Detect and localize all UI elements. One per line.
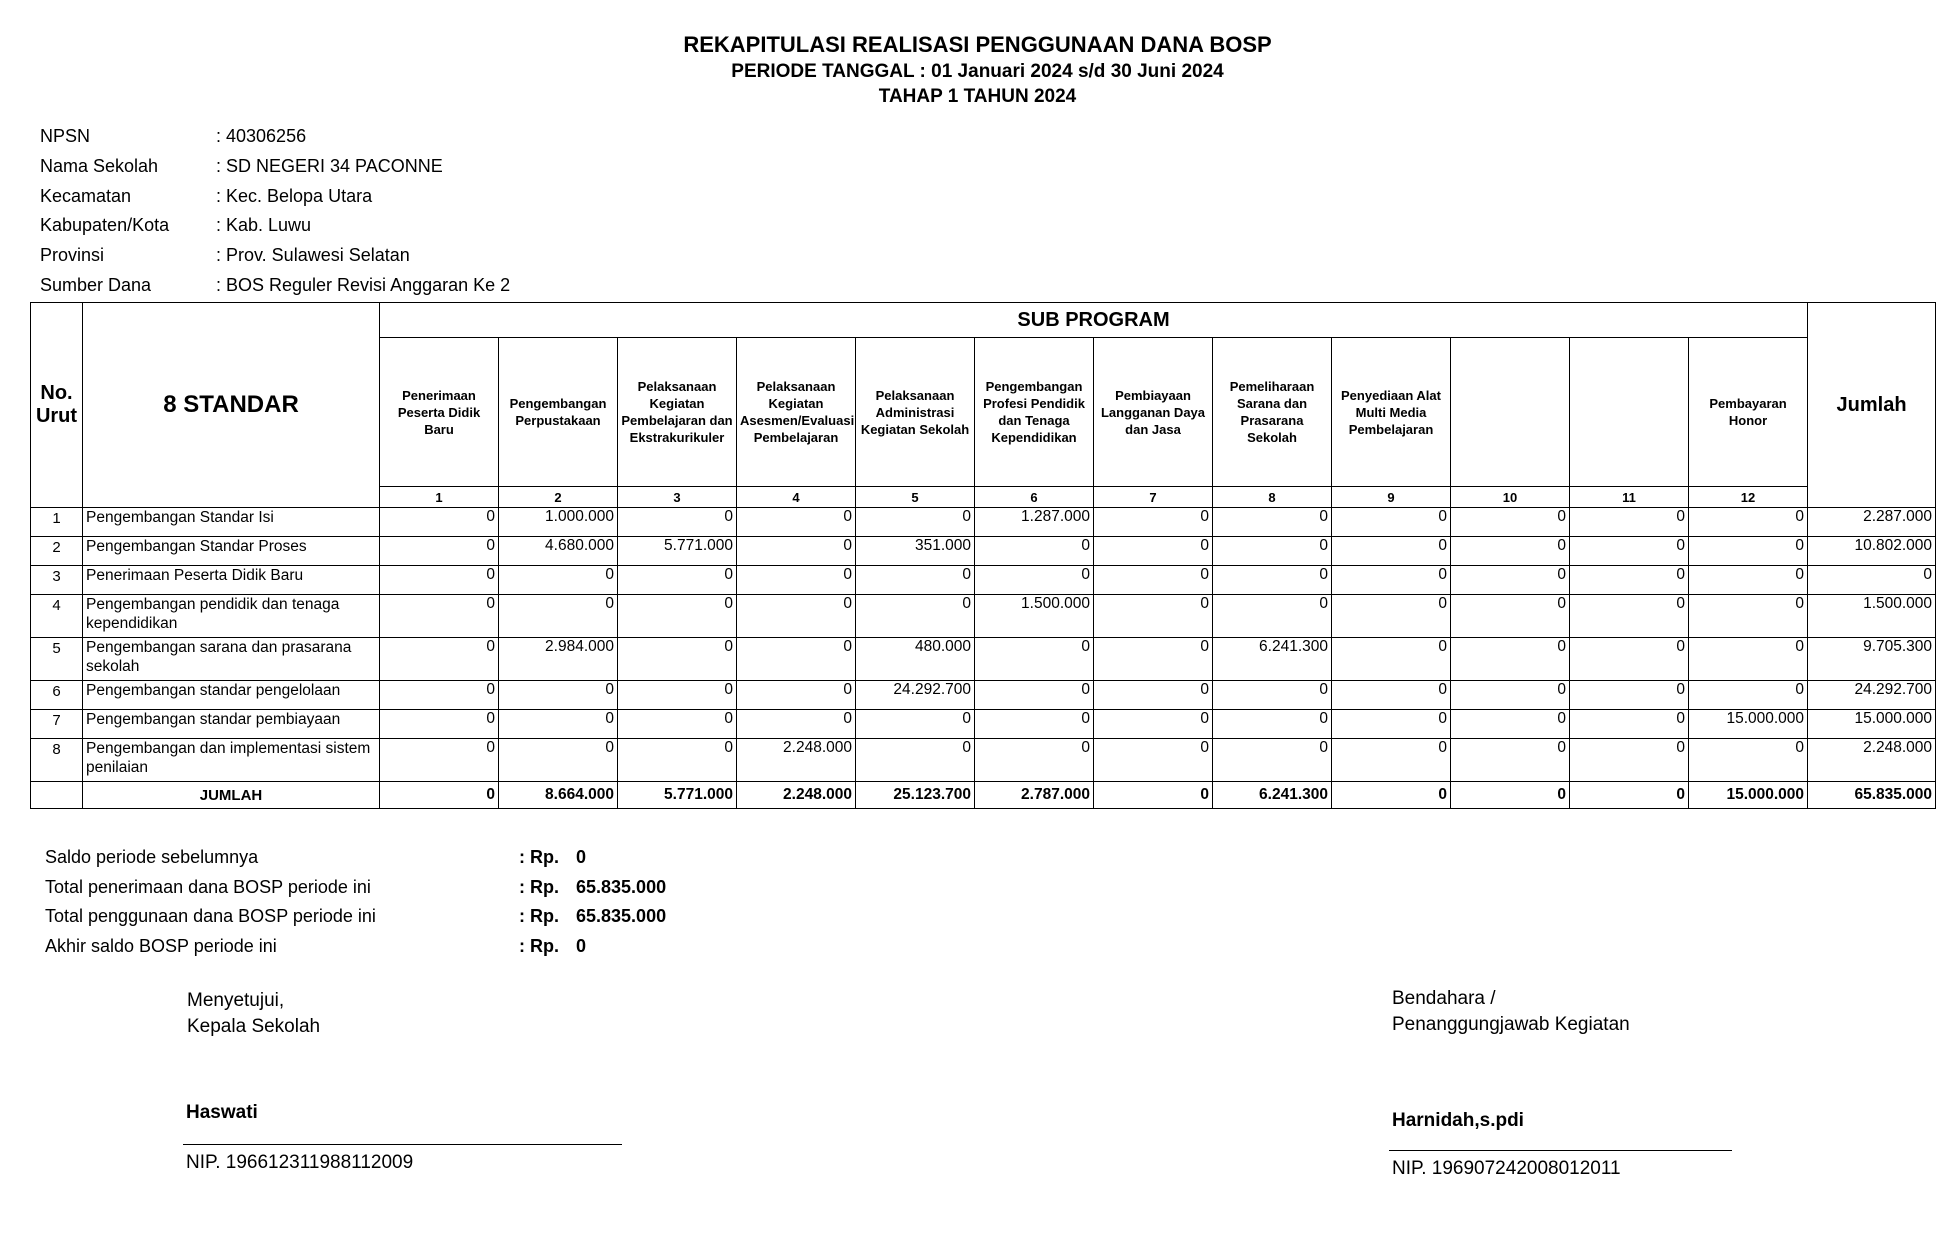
amount-cell: 0: [1094, 710, 1213, 739]
row-total: 9.705.300: [1808, 638, 1936, 681]
amount-cell: 0: [856, 508, 975, 537]
total-amount-cell: 0: [1451, 782, 1570, 809]
total-row: [31, 782, 1936, 809]
column-header: Pengembangan Profesi Pendidik dan Tenaga Kependidikan: [975, 338, 1094, 487]
amount-cell: 0: [1570, 739, 1689, 782]
amount-cell: 2.984.000: [499, 638, 618, 681]
info-npsn: NPSN : 40306256: [40, 126, 307, 147]
right-sign-line1: Bendahara /: [1392, 988, 1496, 1009]
column-header: Pembayaran Honor: [1689, 338, 1808, 487]
amount-cell: 0: [1451, 595, 1570, 638]
column-header: Pelaksanaan Kegiatan Asesmen/Evaluasi Pembelajaran: [737, 338, 856, 487]
amount-cell: 0: [1689, 508, 1808, 537]
total-amount-cell: 8.664.000: [499, 782, 618, 809]
header-no-urut: No. Urut: [31, 303, 83, 508]
amount-cell: 0: [380, 681, 499, 710]
info-regency: Kabupaten/Kota : Kab. Luwu: [40, 215, 312, 236]
amount-cell: 0: [618, 681, 737, 710]
amount-cell: 0: [618, 566, 737, 595]
info-school-name: Nama Sekolah : SD NEGERI 34 PACONNE: [40, 156, 443, 177]
amount-cell: 0: [1094, 739, 1213, 782]
amount-cell: 0: [1689, 566, 1808, 595]
total-label: JUMLAH: [83, 782, 380, 809]
amount-cell: 0: [1094, 566, 1213, 595]
right-signature-line: [1389, 1150, 1732, 1151]
table-row: [31, 638, 1936, 681]
amount-cell: 0: [1213, 681, 1332, 710]
summary-row: Total penerimaan dana BOSP periode ini : Rp. 65.835.000: [45, 876, 667, 897]
standard-name: Pengembangan dan implementasi sistem penilaian: [83, 739, 380, 782]
amount-cell: 0: [975, 681, 1094, 710]
amount-cell: 0: [975, 566, 1094, 595]
amount-cell: 5.771.000: [618, 537, 737, 566]
column-header: Pelaksanaan Kegiatan Pembelajaran dan Ekstrakurikuler: [618, 338, 737, 487]
standard-name: Pengembangan Standar Proses: [83, 537, 380, 566]
amount-cell: 0: [1332, 566, 1451, 595]
amount-cell: 0: [737, 508, 856, 537]
header-jumlah: Jumlah: [1808, 303, 1936, 508]
amount-cell: 1.287.000: [975, 508, 1094, 537]
table-row: [31, 710, 1936, 739]
amount-cell: 0: [737, 681, 856, 710]
column-number: 4: [737, 487, 856, 508]
amount-cell: 0: [1094, 681, 1213, 710]
amount-cell: 0: [1332, 739, 1451, 782]
amount-cell: 0: [856, 595, 975, 638]
amount-cell: 0: [1451, 508, 1570, 537]
amount-cell: 0: [1213, 566, 1332, 595]
amount-cell: 0: [1570, 566, 1689, 595]
amount-cell: 0: [1689, 537, 1808, 566]
right-sign-line2: Penanggungjawab Kegiatan: [1392, 1014, 1630, 1035]
amount-cell: 0: [380, 508, 499, 537]
column-number: 3: [618, 487, 737, 508]
report-stage: TAHAP 1 TAHUN 2024: [878, 86, 1077, 107]
amount-cell: 0: [975, 638, 1094, 681]
treasurer-nip: NIP. 196907242008012011: [1392, 1158, 1621, 1179]
standard-name: Pengembangan standar pengelolaan: [83, 681, 380, 710]
amount-cell: 0: [1451, 681, 1570, 710]
amount-cell: 0: [380, 537, 499, 566]
table-row: [31, 739, 1936, 782]
amount-cell: 0: [499, 566, 618, 595]
amount-cell: 0: [380, 739, 499, 782]
column-number: 12: [1689, 487, 1808, 508]
table-row: [31, 595, 1936, 638]
balance-summary: [45, 843, 666, 961]
amount-cell: 0: [1689, 681, 1808, 710]
column-number: 9: [1332, 487, 1451, 508]
row-number: 3: [31, 566, 83, 595]
row-total: 15.000.000: [1808, 710, 1936, 739]
headmaster-name: Haswati: [186, 1102, 258, 1123]
amount-cell: 0: [975, 710, 1094, 739]
row-number: 8: [31, 739, 83, 782]
info-fund-source: Sumber Dana : BOS Reguler Revisi Anggaran Ke 2: [40, 274, 511, 295]
standard-name: Penerimaan Peserta Didik Baru: [83, 566, 380, 595]
total-amount-cell: 6.241.300: [1213, 782, 1332, 809]
standard-name: Pengembangan pendidik dan tenaga kependidikan: [83, 595, 380, 638]
amount-cell: 0: [1332, 710, 1451, 739]
standard-name: Pengembangan sarana dan prasarana sekolah: [83, 638, 380, 681]
amount-cell: 0: [1451, 710, 1570, 739]
amount-cell: 480.000: [856, 638, 975, 681]
column-header: [1570, 338, 1689, 487]
amount-cell: 6.241.300: [1213, 638, 1332, 681]
grand-total: 65.835.000: [1808, 782, 1936, 809]
amount-cell: 2.248.000: [737, 739, 856, 782]
table-row: [31, 681, 1936, 710]
row-number: 2: [31, 537, 83, 566]
amount-cell: 0: [1332, 681, 1451, 710]
amount-cell: 0: [618, 508, 737, 537]
amount-cell: 351.000: [856, 537, 975, 566]
total-amount-cell: 0: [380, 782, 499, 809]
amount-cell: 0: [1451, 566, 1570, 595]
amount-cell: 0: [1689, 739, 1808, 782]
amount-cell: 24.292.700: [856, 681, 975, 710]
column-number: 1: [380, 487, 499, 508]
amount-cell: 0: [1213, 537, 1332, 566]
column-header: Pemeliharaan Sarana dan Prasarana Sekolah: [1213, 338, 1332, 487]
amount-cell: 0: [1451, 537, 1570, 566]
amount-cell: 0: [618, 595, 737, 638]
amount-cell: 0: [856, 566, 975, 595]
column-header: Penyediaan Alat Multi Media Pembelajaran: [1332, 338, 1451, 487]
table-row: [31, 566, 1936, 595]
amount-cell: 0: [1451, 638, 1570, 681]
amount-cell: 0: [499, 739, 618, 782]
headmaster-nip: NIP. 196612311988112009: [186, 1152, 414, 1173]
amount-cell: 0: [618, 710, 737, 739]
amount-cell: 0: [1213, 739, 1332, 782]
row-number: 4: [31, 595, 83, 638]
amount-cell: 0: [380, 595, 499, 638]
column-number: 8: [1213, 487, 1332, 508]
amount-cell: 0: [499, 595, 618, 638]
row-total: 0: [1808, 566, 1936, 595]
amount-cell: 0: [737, 595, 856, 638]
amount-cell: 0: [1332, 537, 1451, 566]
amount-cell: 0: [1570, 595, 1689, 638]
amount-cell: 0: [1570, 508, 1689, 537]
amount-cell: 0: [737, 638, 856, 681]
table-row: [31, 537, 1936, 566]
left-signature-line: [183, 1144, 622, 1145]
amount-cell: 0: [1332, 638, 1451, 681]
amount-cell: 0: [618, 739, 737, 782]
amount-cell: 0: [1213, 508, 1332, 537]
amount-cell: 0: [1570, 681, 1689, 710]
amount-cell: 0: [737, 710, 856, 739]
row-number: 1: [31, 508, 83, 537]
standard-name: Pengembangan Standar Isi: [83, 508, 380, 537]
column-header: Pelaksanaan Administrasi Kegiatan Sekolah: [856, 338, 975, 487]
row-number: 6: [31, 681, 83, 710]
amount-cell: 0: [1094, 638, 1213, 681]
total-amount-cell: 2.787.000: [975, 782, 1094, 809]
summary-row: Total penggunaan dana BOSP periode ini : Rp. 65.835.000: [45, 906, 667, 927]
amount-cell: 0: [1689, 595, 1808, 638]
column-header: Pembiayaan Langganan Daya dan Jasa: [1094, 338, 1213, 487]
header-8-standar: 8 STANDAR: [83, 303, 380, 508]
school-info: [40, 122, 510, 300]
summary-row: Saldo periode sebelumnya : Rp. 0: [45, 847, 587, 868]
amount-cell: 0: [1094, 508, 1213, 537]
standard-name: Pengembangan standar pembiayaan: [83, 710, 380, 739]
amount-cell: 0: [1570, 537, 1689, 566]
total-amount-cell: 0: [1332, 782, 1451, 809]
header-sub-program: SUB PROGRAM: [380, 303, 1808, 338]
column-number: 10: [1451, 487, 1570, 508]
amount-cell: 1.500.000: [975, 595, 1094, 638]
amount-cell: 0: [380, 710, 499, 739]
column-number: 2: [499, 487, 618, 508]
amount-cell: 0: [618, 638, 737, 681]
amount-cell: 15.000.000: [1689, 710, 1808, 739]
amount-cell: 0: [499, 710, 618, 739]
amount-cell: 4.680.000: [499, 537, 618, 566]
amount-cell: 0: [975, 739, 1094, 782]
column-header: Penerimaan Peserta Didik Baru: [380, 338, 499, 487]
amount-cell: 0: [380, 566, 499, 595]
column-number: 5: [856, 487, 975, 508]
report-period: PERIODE TANGGAL : 01 Januari 2024 s/d 30 Juni 2024: [731, 61, 1224, 82]
report-title: REKAPITULASI REALISASI PENGGUNAAN DANA BOSP: [683, 32, 1272, 57]
amount-cell: 0: [1213, 710, 1332, 739]
amount-cell: 0: [380, 638, 499, 681]
total-amount-cell: 2.248.000: [737, 782, 856, 809]
total-amount-cell: 15.000.000: [1689, 782, 1808, 809]
amount-cell: 0: [1213, 595, 1332, 638]
amount-cell: 0: [1689, 638, 1808, 681]
row-number: 7: [31, 710, 83, 739]
total-amount-cell: 0: [1094, 782, 1213, 809]
realization-table: [30, 302, 1936, 809]
total-amount-cell: 5.771.000: [618, 782, 737, 809]
info-province: Provinsi : Prov. Sulawesi Selatan: [40, 245, 410, 266]
left-sign-line2: Kepala Sekolah: [187, 1016, 321, 1037]
row-total: 1.500.000: [1808, 595, 1936, 638]
column-number: 7: [1094, 487, 1213, 508]
amount-cell: 1.000.000: [499, 508, 618, 537]
amount-cell: 0: [1094, 537, 1213, 566]
total-amount-cell: 25.123.700: [856, 782, 975, 809]
table-row: [31, 508, 1936, 537]
info-district: Kecamatan : Kec. Belopa Utara: [40, 185, 373, 206]
total-amount-cell: 0: [1570, 782, 1689, 809]
column-number: 11: [1570, 487, 1689, 508]
column-header: [1451, 338, 1570, 487]
amount-cell: 0: [737, 537, 856, 566]
row-total: 2.287.000: [1808, 508, 1936, 537]
amount-cell: 0: [1332, 595, 1451, 638]
amount-cell: 0: [499, 681, 618, 710]
amount-cell: 0: [1451, 739, 1570, 782]
column-header: Pengembangan Perpustakaan: [499, 338, 618, 487]
amount-cell: 0: [1332, 508, 1451, 537]
left-sign-line1: Menyetujui,: [187, 990, 285, 1011]
amount-cell: 0: [1570, 638, 1689, 681]
treasurer-name: Harnidah,s.pdi: [1392, 1110, 1524, 1131]
amount-cell: 0: [856, 710, 975, 739]
summary-row: Akhir saldo BOSP periode ini : Rp. 0: [45, 935, 587, 956]
row-total: 10.802.000: [1808, 537, 1936, 566]
amount-cell: 0: [1094, 595, 1213, 638]
amount-cell: 0: [1570, 710, 1689, 739]
total-row-empty: [31, 782, 83, 809]
amount-cell: 0: [975, 537, 1094, 566]
row-total: 24.292.700: [1808, 681, 1936, 710]
row-total: 2.248.000: [1808, 739, 1936, 782]
amount-cell: 0: [856, 739, 975, 782]
column-number: 6: [975, 487, 1094, 508]
amount-cell: 0: [737, 566, 856, 595]
row-number: 5: [31, 638, 83, 681]
